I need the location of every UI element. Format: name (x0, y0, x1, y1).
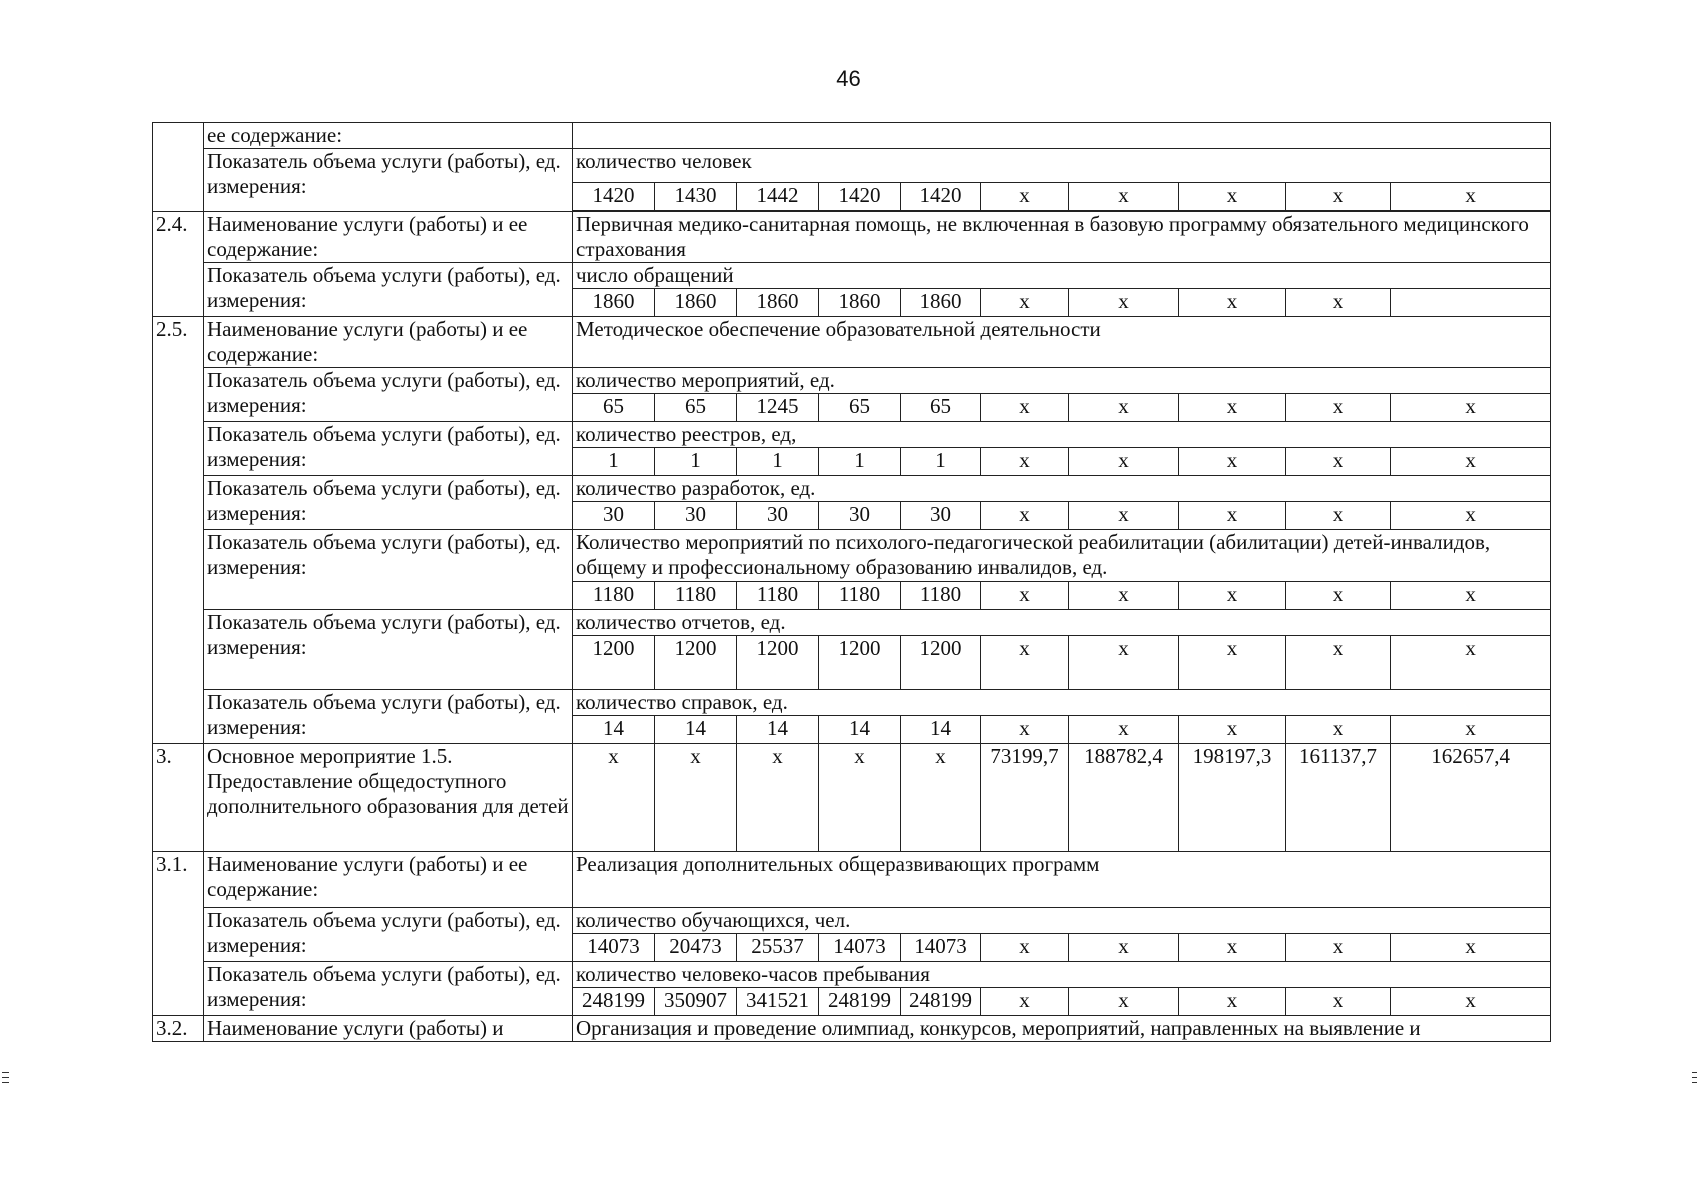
indicator-desc: количество человек (573, 149, 1551, 183)
row-number-cell (153, 123, 204, 212)
value-cell: х (655, 744, 737, 852)
value-cell: х (981, 716, 1069, 744)
value-cell: х (1179, 582, 1286, 610)
value-cell: х (1286, 448, 1391, 476)
indicator-label: Показатель объема услуги (работы), ед. измерения: (204, 149, 573, 212)
value-cell: 1180 (737, 582, 819, 610)
value-cell: 30 (655, 502, 737, 530)
indicator-label: Показатель объема услуги (работы), ед. измерения: (204, 263, 573, 317)
value-cell: 20473 (655, 934, 737, 962)
value-cell: х (981, 394, 1069, 422)
value-cell: х (1069, 988, 1179, 1016)
table-row (153, 908, 1551, 934)
value-cell: 1180 (573, 582, 655, 610)
indicator-desc: количество мероприятий, ед. (573, 368, 1551, 394)
value-cell: 248199 (573, 988, 655, 1016)
value-cell: х (981, 582, 1069, 610)
value-cell: х (573, 744, 655, 852)
indicator-label: Показатель объема услуги (работы), ед. измерения: (204, 530, 573, 610)
service-desc: Методическое обеспечение образовательной деятельности (573, 317, 1551, 368)
value-cell: 248199 (819, 988, 901, 1016)
value-cell (1391, 289, 1551, 317)
section-number: 3. (153, 744, 204, 852)
value-cell: х (1179, 183, 1286, 211)
table-row (153, 852, 1551, 908)
value-cell: 14 (901, 716, 981, 744)
indicator-label: Показатель объема услуги (работы), ед. измерения: (204, 690, 573, 744)
value-cell: 1 (737, 448, 819, 476)
value-cell: 1860 (819, 289, 901, 317)
value-cell: 1860 (901, 289, 981, 317)
value-cell: х (981, 448, 1069, 476)
table-row (153, 212, 1551, 263)
value-cell: х (1391, 988, 1551, 1016)
value-cell: 30 (819, 502, 901, 530)
value-cell: 65 (819, 394, 901, 422)
value-cell: х (1069, 183, 1179, 211)
value-cell: х (1286, 289, 1391, 317)
value-cell: 1430 (655, 183, 737, 211)
value-cell: 1200 (655, 636, 737, 690)
page-number: 46 (836, 66, 861, 91)
value-cell: х (1069, 394, 1179, 422)
value-cell: х (1069, 289, 1179, 317)
service-name-label: Наименование услуги (работы) и ее содержание: (204, 212, 573, 263)
value-cell: 65 (655, 394, 737, 422)
value-cell: 1420 (573, 183, 655, 211)
value-cell: х (1179, 448, 1286, 476)
table-row (153, 263, 1551, 289)
content-desc-cell (573, 123, 1551, 149)
value-cell: х (1286, 716, 1391, 744)
table-row (153, 149, 1551, 183)
value-cell: 14073 (573, 934, 655, 962)
value-cell: х (1286, 502, 1391, 530)
value-cell: 1442 (737, 183, 819, 211)
value-cell: 14 (737, 716, 819, 744)
value-cell: х (981, 183, 1069, 211)
indicator-desc: Количество мероприятий по психолого-педагогической реабилитации (абилитации) детей-инвалидов, общему и профессиональному образованию инвалидов, ед. (573, 530, 1551, 582)
value-cell: 188782,4 (1069, 744, 1179, 852)
value-cell: х (981, 502, 1069, 530)
section-number: 3.2. (153, 1016, 204, 1042)
value-cell: х (1286, 394, 1391, 422)
indicator-desc: количество разработок, ед. (573, 476, 1551, 502)
value-cell: х (1391, 582, 1551, 610)
value-cell: 14 (819, 716, 901, 744)
indicator-label: Показатель объема услуги (работы), ед. измерения: (204, 476, 573, 530)
value-cell: х (1179, 716, 1286, 744)
scan-edge-marks (2, 1072, 10, 1087)
value-cell: х (981, 636, 1069, 690)
value-cell: 1200 (901, 636, 981, 690)
value-cell: 1180 (655, 582, 737, 610)
value-cell: х (1286, 636, 1391, 690)
value-cell: х (1391, 394, 1551, 422)
value-cell: 1 (901, 448, 981, 476)
service-desc: Реализация дополнительных общеразвивающих программ (573, 852, 1551, 908)
section-number: 2.5. (153, 317, 204, 744)
value-cell: 1 (573, 448, 655, 476)
value-cell: 1245 (737, 394, 819, 422)
table-row (153, 368, 1551, 394)
value-cell: х (1286, 988, 1391, 1016)
value-cell: 1 (819, 448, 901, 476)
value-cell: х (1069, 716, 1179, 744)
value-cell: 1 (655, 448, 737, 476)
value-cell: 162657,4 (1391, 744, 1551, 852)
table-row (153, 530, 1551, 582)
value-cell: х (1391, 934, 1551, 962)
value-cell: х (1286, 582, 1391, 610)
value-cell: х (1069, 934, 1179, 962)
table-row (153, 744, 1551, 852)
table-row (153, 123, 1551, 149)
service-desc: Первичная медико-санитарная помощь, не включенная в базовую программу обязательного медицинского страхования (573, 212, 1551, 263)
value-cell: 161137,7 (1286, 744, 1391, 852)
value-cell: х (737, 744, 819, 852)
service-name-label: Наименование услуги (работы) и ее содержание: (204, 317, 573, 368)
indicator-desc: количество человеко-часов пребывания (573, 962, 1551, 988)
indicator-label: Показатель объема услуги (работы), ед. измерения: (204, 610, 573, 690)
value-cell: х (819, 744, 901, 852)
value-cell: х (1069, 448, 1179, 476)
value-cell: 73199,7 (981, 744, 1069, 852)
value-cell: 30 (737, 502, 819, 530)
value-cell: х (1391, 716, 1551, 744)
value-cell: х (1179, 502, 1286, 530)
value-cell: х (1286, 183, 1391, 211)
section-number: 2.4. (153, 212, 204, 317)
value-cell: х (901, 744, 981, 852)
value-cell: 1860 (655, 289, 737, 317)
value-cell: х (1179, 636, 1286, 690)
value-cell: х (1069, 502, 1179, 530)
value-cell: 1200 (737, 636, 819, 690)
value-cell: 1200 (819, 636, 901, 690)
value-cell: 14 (573, 716, 655, 744)
value-cell: 30 (901, 502, 981, 530)
table-row (153, 1016, 1551, 1042)
value-cell: х (1069, 582, 1179, 610)
value-cell: х (1286, 934, 1391, 962)
value-cell: х (981, 934, 1069, 962)
indicator-desc: количество справок, ед. (573, 690, 1551, 716)
value-cell: 65 (901, 394, 981, 422)
indicator-desc: количество отчетов, ед. (573, 610, 1551, 636)
indicator-label: Показатель объема услуги (работы), ед. измерения: (204, 422, 573, 476)
value-cell: 30 (573, 502, 655, 530)
value-cell: 341521 (737, 988, 819, 1016)
value-cell: 248199 (901, 988, 981, 1016)
table-row (153, 690, 1551, 716)
value-cell: 1180 (901, 582, 981, 610)
table-row (153, 610, 1551, 636)
value-cell: х (981, 289, 1069, 317)
value-cell: 1860 (737, 289, 819, 317)
indicator-desc: количество реестров, ед, (573, 422, 1551, 448)
value-cell: 198197,3 (1179, 744, 1286, 852)
value-cell: 1180 (819, 582, 901, 610)
table-row (153, 422, 1551, 448)
value-cell: 25537 (737, 934, 819, 962)
value-cell: 1860 (573, 289, 655, 317)
service-name-label: Наименование услуги (работы) и (204, 1016, 573, 1042)
value-cell: х (1069, 636, 1179, 690)
value-cell: 1200 (573, 636, 655, 690)
service-desc: Организация и проведение олимпиад, конкурсов, мероприятий, направленных на выявление и (573, 1016, 1551, 1042)
indicator-label: Показатель объема услуги (работы), ед. измерения: (204, 908, 573, 962)
value-cell: 65 (573, 394, 655, 422)
value-cell: 14073 (901, 934, 981, 962)
scan-edge-marks (1692, 1072, 1697, 1087)
indicator-label: Показатель объема услуги (работы), ед. измерения: (204, 368, 573, 422)
value-cell: х (981, 988, 1069, 1016)
value-cell: 350907 (655, 988, 737, 1016)
table-row (153, 962, 1551, 988)
value-cell: 14073 (819, 934, 901, 962)
content-label: ее содержание: (204, 123, 573, 149)
value-cell: 1420 (819, 183, 901, 211)
table-row (153, 476, 1551, 502)
indicator-desc: количество обучающихся, чел. (573, 908, 1551, 934)
program-table (152, 122, 1551, 1042)
value-cell: х (1179, 988, 1286, 1016)
table-row (153, 317, 1551, 368)
section-number: 3.1. (153, 852, 204, 1016)
value-cell: х (1179, 289, 1286, 317)
indicator-desc: число обращений (573, 263, 1551, 289)
value-cell: х (1179, 934, 1286, 962)
value-cell: х (1391, 502, 1551, 530)
value-cell: х (1179, 394, 1286, 422)
value-cell: х (1391, 183, 1551, 211)
indicator-label: Показатель объема услуги (работы), ед. измерения: (204, 962, 573, 1016)
value-cell: х (1391, 636, 1551, 690)
value-cell: 1420 (901, 183, 981, 211)
value-cell: 14 (655, 716, 737, 744)
main-activity-label: Основное мероприятие 1.5. Предоставление общедоступного дополнительного образования для детей (204, 744, 573, 852)
value-cell: х (1391, 448, 1551, 476)
service-name-label: Наименование услуги (работы) и ее содержание: (204, 852, 573, 908)
